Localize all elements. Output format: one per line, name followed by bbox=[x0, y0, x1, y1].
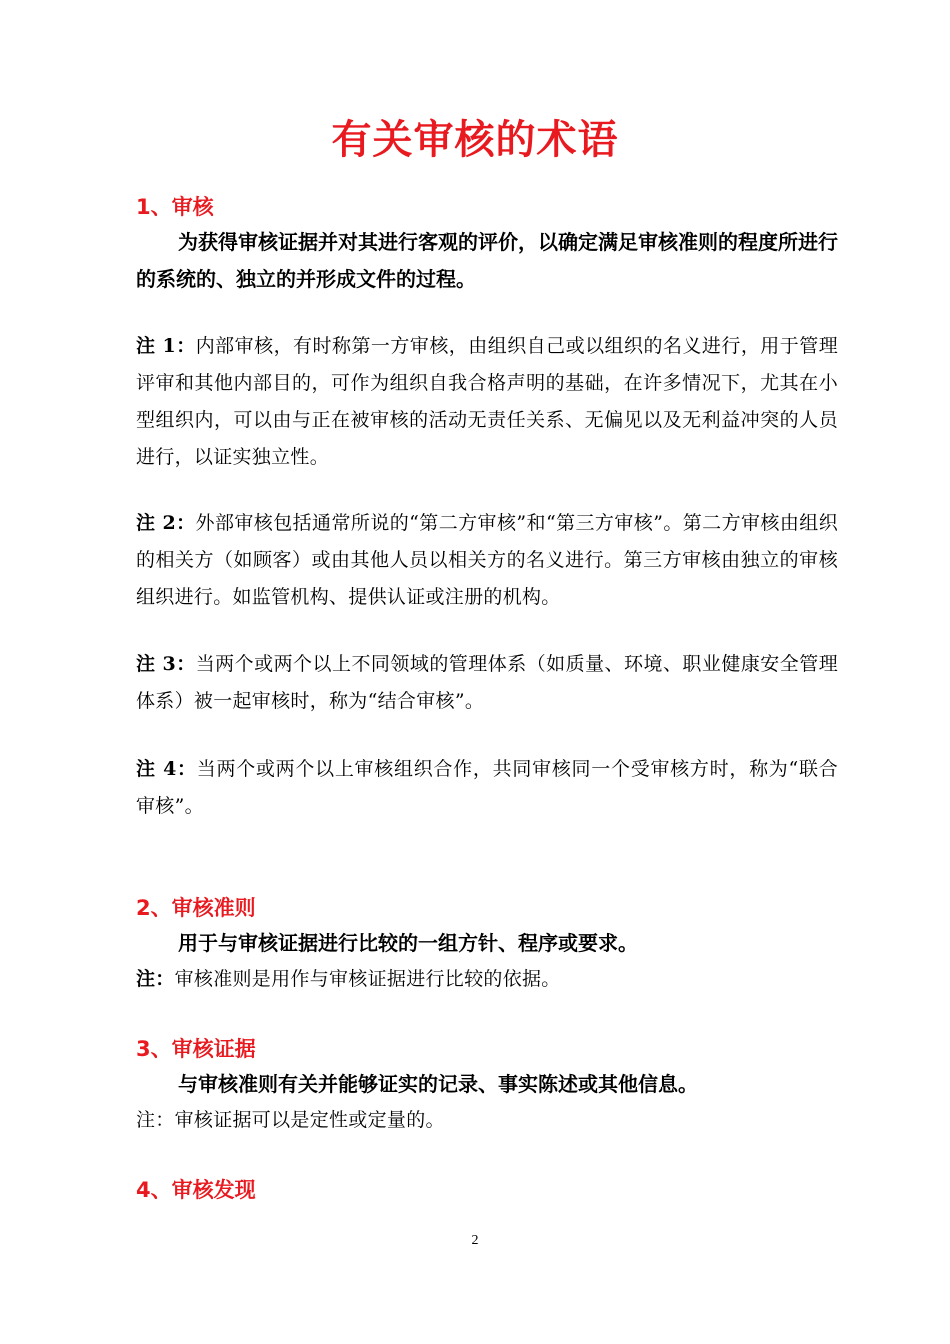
definition-audit: 为获得审核证据并对其进行客观的评价，以确定满足审核准则的程度所进行的系统的、独立的并形成文件的过程。 bbox=[136, 230, 838, 291]
note-text: 当两个或两个以上审核组织合作，共同审核同一个受审核方时，称为“联合审核”。 bbox=[136, 758, 838, 817]
note-3 bbox=[136, 646, 838, 720]
definition-audit-criteria: 用于与审核证据进行比较的一组方针、程序或要求。 bbox=[178, 931, 638, 955]
page-number: 2 bbox=[471, 1233, 479, 1248]
note-label: 注： bbox=[136, 1109, 175, 1131]
note-label: 注： bbox=[136, 968, 175, 990]
note-label: 注 4： bbox=[136, 758, 197, 780]
note-label: 注 1： bbox=[136, 335, 196, 357]
note-1 bbox=[136, 328, 838, 476]
note-text: 审核准则是用作与审核证据进行比较的依据。 bbox=[174, 968, 561, 990]
note-text: 当两个或两个以上不同领域的管理体系（如质量、环境、职业健康安全管理体系）被一起审核时，称为“结合审核”。 bbox=[136, 653, 838, 712]
section-heading-audit: 1、审核 bbox=[136, 195, 214, 219]
section-heading-audit-criteria: 2、审核准则 bbox=[136, 896, 256, 920]
note-label: 注 3： bbox=[136, 653, 196, 675]
section-heading-audit-findings: 4、审核发现 bbox=[136, 1178, 256, 1202]
note-2 bbox=[136, 505, 838, 616]
note-text: 外部审核包括通常所说的“第二方审核”和“第三方审核”。第二方审核由组织的相关方（如顾客）或由其他人员以相关方的名义进行。第三方审核由独立的审核组织进行。如监管机构、提供认证或注册的机构。 bbox=[136, 512, 838, 608]
note-text: 内部审核，有时称第一方审核，由组织自己或以组织的名义进行，用于管理评审和其他内部目的，可作为组织自我合格声明的基础，在许多情况下，尤其在小型组织内，可以由与正在被审核的活动无责任关系、无偏见以及无利益冲突的人员进行，以证实独立性。 bbox=[136, 335, 838, 468]
section-heading-audit-evidence: 3、审核证据 bbox=[136, 1037, 256, 1061]
page-title: 有关审核的术语 bbox=[331, 117, 619, 163]
note-label: 注 2： bbox=[136, 512, 196, 534]
note-audit-evidence bbox=[136, 1102, 838, 1139]
note-text: 审核证据可以是定性或定量的。 bbox=[174, 1109, 445, 1131]
note-4 bbox=[136, 751, 838, 825]
definition-audit-evidence: 与审核准则有关并能够证实的记录、事实陈述或其他信息。 bbox=[178, 1072, 698, 1096]
note-audit-criteria bbox=[136, 961, 838, 998]
